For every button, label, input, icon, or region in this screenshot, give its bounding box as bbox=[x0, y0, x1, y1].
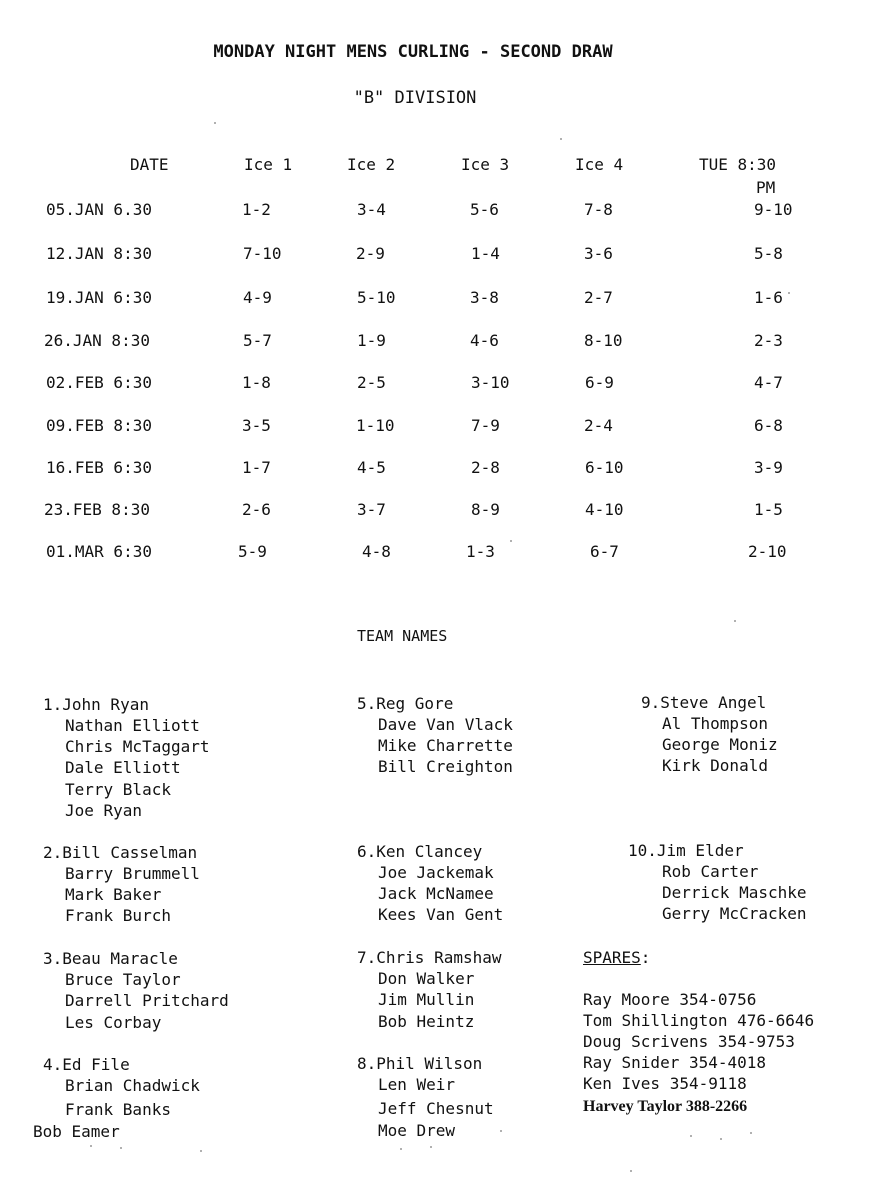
team-captain: 2.Bill Casselman bbox=[43, 843, 198, 862]
team-member: Derrick Maschke bbox=[662, 883, 807, 902]
schedule-date: 09.FEB 8:30 bbox=[46, 416, 152, 435]
speck bbox=[560, 138, 562, 140]
team-member: Jim Mullin bbox=[378, 990, 475, 1009]
header-ice-3: Ice 3 bbox=[461, 155, 510, 174]
speck bbox=[400, 1148, 402, 1150]
team-member: Jeff Chesnut bbox=[378, 1099, 494, 1118]
schedule-game: 6-8 bbox=[754, 416, 783, 435]
spares-heading bbox=[583, 950, 650, 966]
team-member: Len Weir bbox=[378, 1075, 456, 1094]
schedule-game: 1-2 bbox=[242, 200, 271, 219]
schedule-game: 2-10 bbox=[748, 542, 787, 561]
header-ice-1: Ice 1 bbox=[244, 155, 293, 174]
team-member: Darrell Pritchard bbox=[65, 991, 229, 1010]
schedule-game: 1-3 bbox=[466, 542, 495, 561]
team-member: Mike Charrette bbox=[378, 736, 513, 755]
speck bbox=[734, 620, 736, 622]
spare-player: Ray Snider 354-4018 bbox=[583, 1053, 767, 1072]
team-captain: 1.John Ryan bbox=[43, 695, 149, 714]
speck bbox=[690, 1135, 692, 1137]
schedule-game: 3-10 bbox=[471, 373, 510, 392]
speck bbox=[750, 1132, 752, 1134]
spares-label: SPARES bbox=[583, 948, 641, 967]
spares-colon: : bbox=[640, 948, 651, 967]
spare-player: Doug Scrivens 354-9753 bbox=[583, 1032, 795, 1051]
schedule-game: 2-4 bbox=[584, 416, 613, 435]
schedule-game: 5-9 bbox=[238, 542, 267, 561]
schedule-game: 6-7 bbox=[590, 542, 619, 561]
spare-player: Harvey Taylor 388-2266 bbox=[583, 1098, 748, 1115]
schedule-date: 16.FEB 6:30 bbox=[46, 458, 152, 477]
team-member: Jack McNamee bbox=[378, 884, 494, 903]
speck bbox=[500, 1130, 502, 1132]
division-heading: "B" DIVISION bbox=[353, 88, 477, 108]
team-member: Moe Drew bbox=[378, 1121, 456, 1140]
team-member: Barry Brummell bbox=[65, 864, 200, 883]
team-member: George Moniz bbox=[662, 735, 778, 754]
schedule-date: 26.JAN 8:30 bbox=[44, 331, 150, 350]
schedule-game: 1-5 bbox=[754, 500, 783, 519]
schedule-game: 3-6 bbox=[584, 244, 613, 263]
spare-player: Ken Ives 354-9118 bbox=[583, 1074, 747, 1093]
schedule-game: 1-6 bbox=[754, 288, 783, 307]
schedule-game: 1-8 bbox=[242, 373, 271, 392]
speck bbox=[430, 1146, 432, 1148]
schedule-game: 7-10 bbox=[243, 244, 282, 263]
header-pm: PM bbox=[756, 178, 776, 197]
team-captain: 6.Ken Clancey bbox=[357, 842, 483, 861]
team-captain: 5.Reg Gore bbox=[357, 694, 454, 713]
speck bbox=[90, 1145, 92, 1147]
schedule-date: 23.FEB 8:30 bbox=[44, 500, 150, 519]
team-captain: 9.Steve Angel bbox=[641, 693, 767, 712]
team-captain: 3.Beau Maracle bbox=[43, 949, 178, 968]
schedule-game: 2-9 bbox=[356, 244, 385, 263]
team-member: Dale Elliott bbox=[65, 758, 181, 777]
schedule-game: 3-8 bbox=[470, 288, 499, 307]
team-member: Don Walker bbox=[378, 969, 475, 988]
schedule-game: 4-6 bbox=[470, 331, 499, 350]
team-member: Bob Heintz bbox=[378, 1012, 475, 1031]
schedule-game: 9-10 bbox=[754, 200, 793, 219]
schedule-game: 5-8 bbox=[754, 244, 783, 263]
schedule-game: 8-10 bbox=[584, 331, 623, 350]
speck bbox=[788, 292, 790, 294]
schedule-date: 05.JAN 6.30 bbox=[46, 200, 152, 219]
schedule-date: 19.JAN 6:30 bbox=[46, 288, 152, 307]
team-member: Kees Van Gent bbox=[378, 905, 504, 924]
team-captain: 7.Chris Ramshaw bbox=[357, 948, 502, 967]
schedule-game: 4-8 bbox=[362, 542, 391, 561]
team-member: Nathan Elliott bbox=[65, 716, 200, 735]
header-ice-2: Ice 2 bbox=[347, 155, 396, 174]
team-member: Al Thompson bbox=[662, 714, 768, 733]
speck bbox=[120, 1147, 122, 1149]
schedule-game: 1-10 bbox=[356, 416, 395, 435]
schedule-game: 3-9 bbox=[754, 458, 783, 477]
speck bbox=[630, 1170, 632, 1172]
schedule-game: 5-7 bbox=[243, 331, 272, 350]
team-captain: 8.Phil Wilson bbox=[357, 1054, 483, 1073]
schedule-game: 7-8 bbox=[584, 200, 613, 219]
schedule-game: 4-7 bbox=[754, 373, 783, 392]
team-member: Bob Eamer bbox=[33, 1122, 120, 1141]
team-member: Frank Burch bbox=[65, 906, 171, 925]
team-member: Bill Creighton bbox=[378, 757, 513, 776]
team-member: Bruce Taylor bbox=[65, 970, 181, 989]
schedule-game: 1-4 bbox=[471, 244, 500, 263]
schedule-game: 2-8 bbox=[471, 458, 500, 477]
speck bbox=[214, 122, 216, 124]
schedule-game: 3-7 bbox=[357, 500, 386, 519]
schedule-game: 4-9 bbox=[243, 288, 272, 307]
header-date: DATE bbox=[130, 155, 169, 174]
team-member: Dave Van Vlack bbox=[378, 715, 513, 734]
schedule-game: 2-6 bbox=[242, 500, 271, 519]
team-member: Gerry McCracken bbox=[662, 904, 807, 923]
schedule-game: 4-10 bbox=[585, 500, 624, 519]
schedule-game: 3-4 bbox=[357, 200, 386, 219]
schedule-game: 6-9 bbox=[585, 373, 614, 392]
spare-player: Ray Moore 354-0756 bbox=[583, 990, 757, 1009]
schedule-game: 2-5 bbox=[357, 373, 386, 392]
speck bbox=[200, 1150, 202, 1152]
spare-player: Tom Shillington 476-6646 bbox=[583, 1011, 815, 1030]
schedule-game: 2-7 bbox=[584, 288, 613, 307]
team-member: Joe Jackemak bbox=[378, 863, 494, 882]
schedule-date: 02.FEB 6:30 bbox=[46, 373, 152, 392]
schedule-date: 12.JAN 8:30 bbox=[46, 244, 152, 263]
team-member: Frank Banks bbox=[65, 1100, 171, 1119]
team-captain: 10.Jim Elder bbox=[628, 841, 744, 860]
header-tue: TUE 8:30 bbox=[699, 155, 777, 174]
schedule-game: 1-7 bbox=[242, 458, 271, 477]
speck bbox=[510, 540, 512, 542]
team-member: Les Corbay bbox=[65, 1013, 162, 1032]
schedule-game: 8-9 bbox=[471, 500, 500, 519]
team-member: Brian Chadwick bbox=[65, 1076, 200, 1095]
schedule-game: 4-5 bbox=[357, 458, 386, 477]
team-member: Rob Carter bbox=[662, 862, 759, 881]
schedule-date: 01.MAR 6:30 bbox=[46, 542, 152, 561]
team-member: Mark Baker bbox=[65, 885, 162, 904]
team-member: Kirk Donald bbox=[662, 756, 768, 775]
team-member: Joe Ryan bbox=[65, 801, 143, 820]
schedule-game: 5-6 bbox=[470, 200, 499, 219]
schedule-game: 6-10 bbox=[585, 458, 624, 477]
page-title: MONDAY NIGHT MENS CURLING - SECOND DRAW bbox=[213, 42, 613, 62]
team-names-heading: TEAM NAMES bbox=[357, 627, 448, 645]
schedule-game: 3-5 bbox=[242, 416, 271, 435]
schedule-game: 7-9 bbox=[471, 416, 500, 435]
header-ice-4: Ice 4 bbox=[575, 155, 624, 174]
schedule-game: 5-10 bbox=[357, 288, 396, 307]
speck bbox=[720, 1138, 722, 1140]
team-member: Chris McTaggart bbox=[65, 737, 210, 756]
schedule-game: 1-9 bbox=[357, 331, 386, 350]
schedule-game: 2-3 bbox=[754, 331, 783, 350]
team-member: Terry Black bbox=[65, 780, 171, 799]
team-captain: 4.Ed File bbox=[43, 1055, 130, 1074]
